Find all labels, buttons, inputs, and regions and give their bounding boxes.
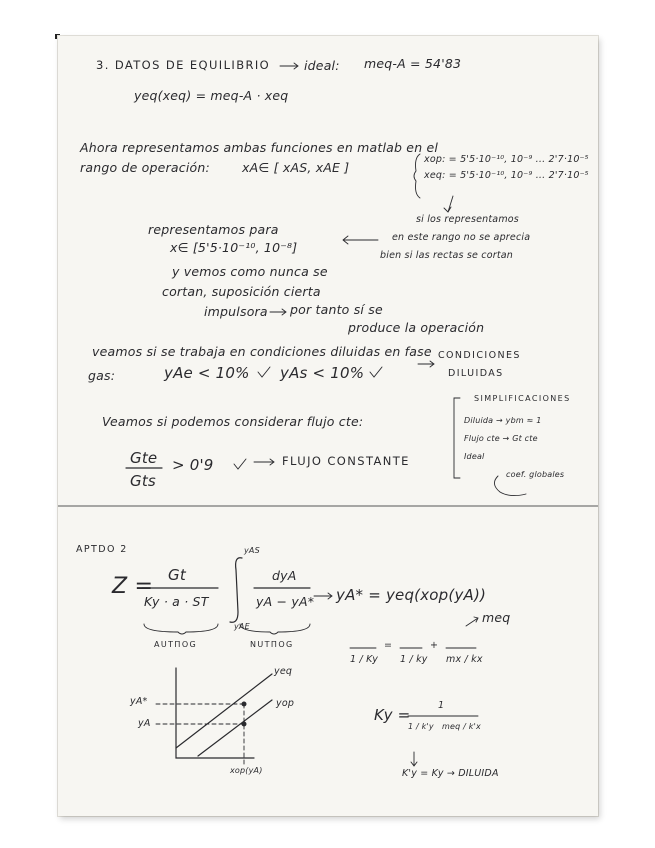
note-line3: bien si las rectas se cortan (380, 250, 514, 261)
arrow-impulsora (270, 309, 286, 315)
graph-point-top (242, 702, 247, 707)
eq3: K'y = Ky → DILUIDA (402, 768, 499, 779)
simplif-item-3: Ideal (464, 452, 485, 461)
brace-range (414, 154, 420, 198)
arrow-ya-star (314, 593, 332, 599)
arrow-flujo (254, 459, 274, 465)
underbrace-nut (240, 624, 310, 634)
int-upper: yAS (244, 546, 260, 555)
aptdo2-title: APTDO 2 (76, 544, 128, 555)
eq2-num: 1 (438, 700, 445, 711)
arrow-kprime (411, 752, 417, 766)
simplif-title: SIMPLIFICACIONES (474, 394, 571, 403)
condition-09: > 0'9 (172, 456, 214, 474)
result-flujo: FLUJO CONSTANTE (282, 454, 410, 468)
graph-label-yop: yop (276, 698, 295, 709)
para1-line2: rango de operación: (80, 160, 210, 175)
arrow-ideal (280, 63, 298, 69)
eq1-plus: + (430, 640, 439, 651)
note-line1: si los representamos (416, 214, 519, 225)
integrand-num: dyA (272, 568, 297, 583)
eq-relation: yeq(xeq) = meq-A · xeq (134, 88, 289, 103)
simplif-item-2: Flujo cte → Gt cte (464, 434, 538, 443)
label-aut: AUTΠOG (154, 640, 198, 649)
bracket-simplif (454, 398, 460, 478)
para3-yae: yAe < 10% (164, 364, 250, 382)
para2-line2: x∈ [5'5·10⁻¹⁰, 10⁻⁸] (170, 240, 298, 255)
graph-label-x: xop(yA) (230, 766, 263, 775)
result-condiciones: CONDICIONES (438, 350, 521, 361)
para3-gas: gas: (88, 368, 116, 383)
graph-label-yeq: yeq (274, 666, 293, 677)
xop-values: xop: = 5'5·10⁻¹⁰, 10⁻⁹ ... 2'7·10⁻⁵ (424, 154, 589, 165)
arrow-diluidas (418, 361, 434, 367)
check-flow (234, 459, 246, 469)
section3-title: 3. DATOS DE EQUILIBRIO (96, 58, 271, 72)
z-label: Z = (112, 574, 154, 599)
para2-line5: impulsora (204, 304, 268, 319)
arrow-label-ideal: ideal: (304, 58, 340, 73)
eq1-equals: = (384, 640, 393, 651)
graph-line-yop (198, 700, 272, 756)
para3-yas: yAs < 10% (280, 364, 365, 382)
para2-line3: y vemos como nunca se (172, 264, 328, 279)
integrand-den: yA − yA* (256, 594, 315, 609)
result-diluidas: DILUIDAS (448, 368, 504, 379)
integral-sign (230, 558, 242, 623)
arrow-meq (466, 617, 478, 626)
graph-label-yastar: yA* (130, 696, 148, 707)
para3-line1: veamos si se trabaja en condiciones diluidas en fase (92, 344, 432, 359)
simplif-item-1: Diluida → ybm ≈ 1 (464, 416, 542, 425)
frac-gte: Gte (130, 449, 158, 467)
note-line2: en este rango no se aprecia (392, 232, 531, 243)
eq1-rhs-b: mx / kx (446, 654, 483, 665)
z-frac-num: Gt (168, 566, 186, 584)
para2-line6: por tanto sí se (290, 302, 383, 317)
para2-line4: cortan, suposición cierta (162, 284, 321, 299)
meq-value: meq-A = 54'83 (364, 56, 462, 71)
para1-range: xA∈ [ xAS, xAE ] (242, 160, 350, 175)
frac-gts: Gts (130, 472, 156, 490)
underbrace-aut (144, 624, 218, 634)
int-lower: yAE (234, 622, 250, 631)
check-yae (258, 367, 270, 377)
arrow-result: yA* = yeq(xop(yA)) (336, 586, 487, 604)
xeq-values: xeq: = 5'5·10⁻¹⁰, 10⁻⁹ ... 2'7·10⁻⁵ (424, 170, 589, 181)
eq1-rhs-a: 1 / ky (400, 654, 428, 665)
arrow-left-range (343, 236, 378, 244)
graph-label-ya: yA (138, 718, 151, 729)
para2-line7: produce la operación (348, 320, 485, 335)
notebook-page (58, 36, 598, 816)
eq2-den-b: meq / k'x (442, 722, 481, 731)
label-nut: NUTΠOG (250, 640, 294, 649)
para1-line1: Ahora representamos ambas funciones en matlab en el (80, 140, 439, 155)
meq-label: meq (482, 610, 511, 625)
eq1-lhs: 1 / Ky (350, 654, 379, 665)
graph-axes (176, 668, 254, 758)
graph-point-bottom (242, 722, 247, 727)
eq2-lhs: Ky = (374, 706, 411, 724)
z-frac-den: Ky · a · ST (144, 594, 209, 609)
para4-line1: Veamos si podemos considerar flujo cte: (102, 414, 364, 429)
arrow-down-note (444, 196, 453, 212)
simplif-coef: coef. globales (506, 470, 565, 479)
check-yas (370, 367, 382, 377)
eq2-den-a: 1 / k'y (408, 722, 434, 731)
para2-line1: representamos para (148, 222, 279, 237)
